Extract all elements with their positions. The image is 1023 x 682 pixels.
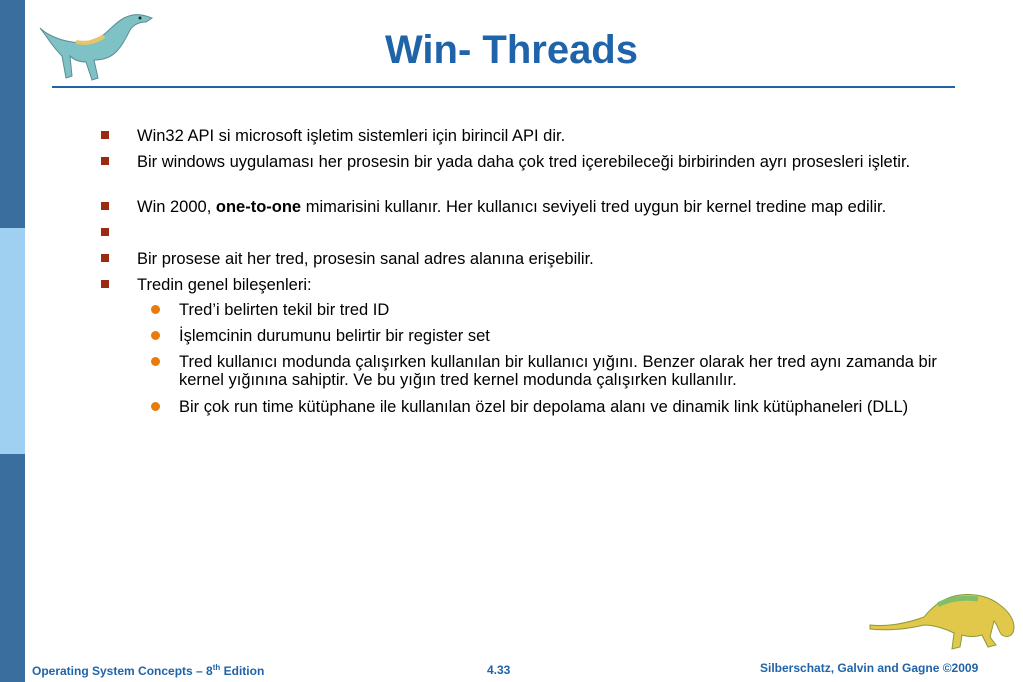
sub-bullet-item: Bir çok run time kütüphane ile kullanılan özel bir depolama alanı ve dinamik link kütüphaneleri (DLL) — [179, 398, 909, 416]
sub-bullet-item: Tred’i belirten tekil bir tred ID — [179, 301, 390, 319]
circle-bullet-icon — [151, 357, 160, 366]
bullet-text: Win 2000, — [137, 198, 216, 216]
bullet-item: Win32 API si microsoft işletim sistemleri için birincil API dir. — [137, 127, 566, 145]
bullet-item: Bir prosese ait her tred, prosesin sanal adres alanına erişebilir. — [137, 250, 594, 268]
bullet-text: mimarisini kullanır. Her kullanıcı seviyeli tred uygun bir kernel tredine map edilir. — [301, 198, 887, 216]
sub-bullet-item: Tred kullanıcı modunda çalışırken kullanılan bir kullanıcı yığını. Benzer olarak her tred aynı zamanda bir kernel yığınına sahiptir. Ve bu yığın tred kernel modunda çalışırken kullanılır. — [179, 353, 937, 389]
square-bullet-icon — [101, 157, 109, 165]
square-bullet-icon — [101, 280, 109, 288]
slide-title: Win- Threads — [385, 28, 638, 72]
page-number: 4.33 — [487, 663, 511, 677]
footer-text: Operating System Concepts – 8 — [32, 664, 213, 678]
bullet-item: Tredin genel bileşenleri: — [137, 276, 312, 294]
sidebar-bottom-band — [0, 454, 25, 682]
circle-bullet-icon — [151, 331, 160, 340]
sub-bullet-item: İşlemcinin durumunu belirtir bir register set — [179, 327, 490, 345]
footer-authors: Silberschatz, Galvin and Gagne ©2009 — [760, 661, 979, 675]
footer-course-title — [32, 663, 264, 678]
circle-bullet-icon — [151, 402, 160, 411]
square-bullet-icon — [101, 131, 109, 139]
footer-text: Edition — [220, 664, 265, 678]
square-bullet-icon — [101, 202, 109, 210]
bullet-item: Bir windows uygulaması her prosesin bir yada daha çok tred içerebileceği birbirinden ayrı prosesleri işletir. — [137, 153, 911, 171]
bullet-item — [137, 198, 1007, 216]
title-divider — [52, 86, 955, 88]
footer-superscript: th — [212, 663, 221, 672]
square-bullet-icon — [101, 254, 109, 262]
sidebar-middle-band — [0, 228, 25, 454]
circle-bullet-icon — [151, 305, 160, 314]
square-bullet-icon — [101, 228, 109, 236]
bullet-bold-text: one-to-one — [215, 198, 302, 216]
left-sidebar — [0, 0, 25, 682]
dinosaur-footer-icon — [868, 585, 1018, 655]
